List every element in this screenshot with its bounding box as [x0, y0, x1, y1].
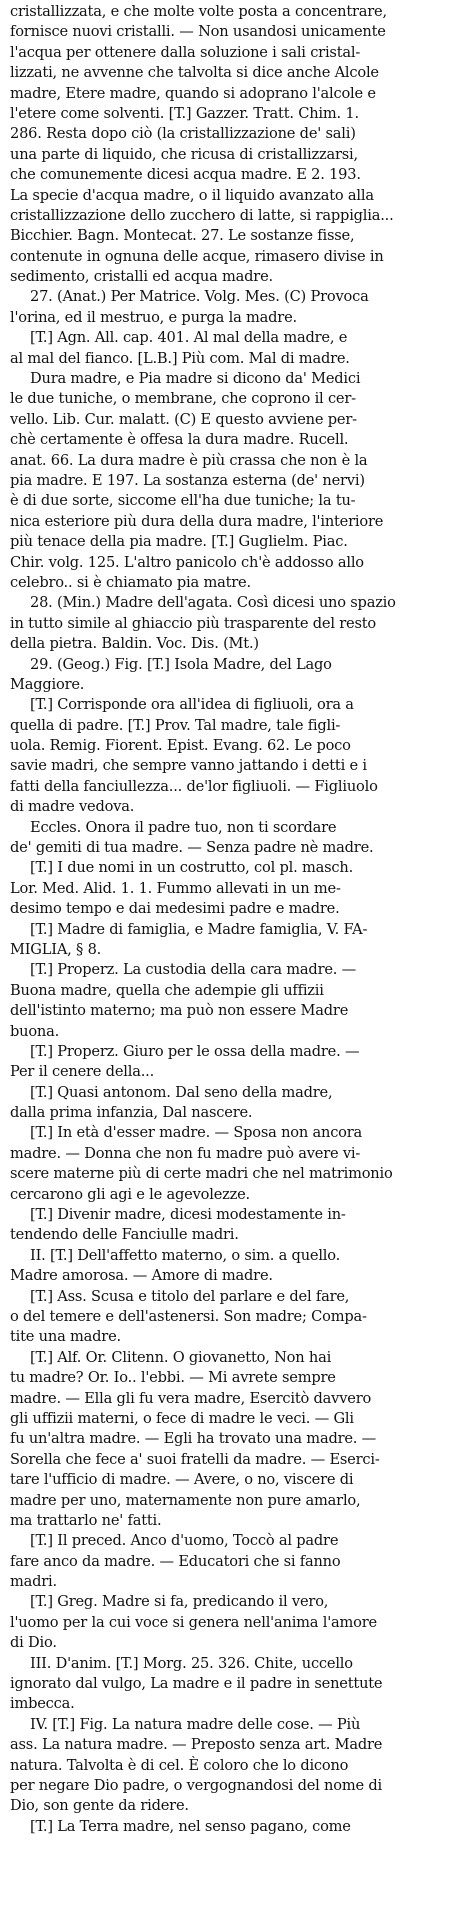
text-line: l'uomo per la cui voce si genera nell'anima l'amore: [10, 1613, 377, 1631]
text-line: ignorato dal vulgo, La madre e il padre in senettute: [10, 1675, 383, 1693]
text-line: di madre vedova.: [10, 798, 135, 816]
text-line: quella di padre. [T.] Prov. Tal madre, tale figli-: [10, 716, 341, 734]
text-line: fu un'altra madre. — Egli ha trovato una madre. —: [10, 1430, 377, 1448]
text-line: tu madre? Or. Io.. l'ebbi. — Mi avrete sempre: [10, 1369, 336, 1387]
text-line: MIGLIA, § 8.: [10, 940, 102, 958]
text-line: tite una madre.: [10, 1328, 121, 1346]
text-line: dalla prima infanzia, Dal nascere.: [10, 1104, 253, 1122]
text-line: scere materne più di certe madri che nel matrimonio: [10, 1165, 393, 1183]
text-line: per negare Dio padre, o vergognandosi del nome di: [10, 1776, 382, 1794]
text-line: Per il cenere della...: [10, 1063, 155, 1081]
text-line: nica esteriore più dura della dura madre, l'interiore: [10, 512, 384, 530]
text-line: è di due sorte, siccome ell'ha due tuniche; la tu-: [10, 492, 356, 510]
text-line: Maggiore.: [10, 675, 85, 693]
text-line: de' gemiti di tua madre. — Senza padre nè madre.: [10, 839, 374, 857]
text-line: [T.] Ass. Scusa e titolo del parlare e del fare,: [30, 1287, 350, 1305]
text-line: Sorella che fece a' suoi fratelli da madre. — Eserci-: [10, 1450, 380, 1468]
text-line: [T.] Properz. Giuro per le ossa della madre. —: [30, 1042, 360, 1060]
text-line: in tutto simile al ghiaccio più trasparente del resto: [10, 614, 376, 632]
text-line: [T.] Greg. Madre si fa, predicando il vero,: [30, 1593, 329, 1611]
text-line: Lor. Med. Alid. 1. 1. Fummo allevati in un me-: [10, 879, 341, 897]
text-line: [T.] Madre di famiglia, e Madre famiglia, V. FA-: [30, 920, 368, 938]
text-line: ma trattarlo ne' fatti.: [10, 1511, 162, 1529]
text-line: di Dio.: [10, 1634, 57, 1652]
text-line: madre per uno, maternamente non pure amarlo,: [10, 1491, 361, 1509]
text-line: ass. La natura madre. — Preposto senza art. Madre: [10, 1736, 383, 1754]
text-line: tendendo delle Fanciulle madri.: [10, 1226, 239, 1244]
text-line: lizzati, ne avvenne che talvolta si dice anche Alcole: [10, 64, 379, 82]
text-line: savie madri, che sempre vanno jattando i detti e i: [10, 757, 367, 775]
text-line: 29. (Geog.) Fig. [T.] Isola Madre, del Lago: [30, 655, 332, 673]
text-line: della pietra. Baldin. Voc. Dis. (Mt.): [10, 635, 259, 653]
text-line: fatti della fanciullezza... de'lor figliuoli. — Figliuolo: [10, 777, 378, 795]
text-line: una parte di liquido, che ricusa di cristallizzarsi,: [10, 145, 358, 163]
text-line: dell'istinto materno; ma può non essere Madre: [10, 1002, 349, 1020]
text-line: Eccles. Onora il padre tuo, non ti scordare: [30, 818, 337, 836]
text-line: madri.: [10, 1573, 57, 1591]
text-line: più tenace della pia madre. [T.] Guglielm. Piac.: [10, 533, 348, 551]
text-line: [T.] Properz. La custodia della cara madre. —: [30, 961, 357, 979]
text-line: gli uffizii materni, o fece di madre le veci. — Gli: [10, 1409, 354, 1427]
text-line: buona.: [10, 1022, 60, 1040]
text-line: [T.] Agn. All. cap. 401. Al mal della madre, e: [30, 329, 348, 347]
text-line: 286. Resta dopo ciò (la cristallizzazione de' sali): [10, 125, 356, 143]
text-line: madre. — Donna che non fu madre può avere vi-: [10, 1144, 361, 1162]
text-line: fornisce nuovi cristalli. — Non usandosi unicamente: [10, 23, 386, 41]
text-line: al mal del fianco. [L.B.] Più com. Mal di madre.: [10, 349, 350, 367]
text-line: l'orina, ed il mestruo, e purga la madre.: [10, 308, 297, 326]
text-line: fare anco da madre. — Educatori che si fanno: [10, 1552, 341, 1570]
text-line: l'etere come solventi. [T.] Gazzer. Tratt. Chim. 1.: [10, 104, 359, 122]
text-line: Dio, son gente da ridere.: [10, 1797, 189, 1815]
text-line: desimo tempo e dai medesimi padre e madre.: [10, 900, 340, 918]
text-line: cercarono gli agi e le agevolezze.: [10, 1185, 250, 1203]
text-line: Madre amorosa. — Amore di madre.: [10, 1267, 273, 1285]
text-line: [T.] Il preced. Anco d'uomo, Toccò al padre: [30, 1532, 339, 1550]
text-line: [T.] Divenir madre, dicesi modestamente in-: [30, 1206, 346, 1224]
text-line: pia madre. E 197. La sostanza esterna (de' nervi): [10, 471, 365, 489]
text-line: le due tuniche, o membrane, che coprono il cer-: [10, 390, 356, 408]
text-line: [T.] La Terra madre, nel senso pagano, come: [30, 1817, 351, 1835]
text-line: uola. Remig. Fiorent. Epist. Evang. 62. Le poco: [10, 737, 351, 755]
text-line: che comunemente dicesi acqua madre. E 2. 193.: [10, 166, 361, 184]
text-line: celebro.. si è chiamato pia matre.: [10, 573, 251, 591]
text-line: madre, Etere madre, quando si adoprano l'alcole e: [10, 84, 376, 102]
text-line: 28. (Min.) Madre dell'agata. Così dicesi uno spazio: [30, 594, 396, 612]
text-line: sedimento, cristalli ed acqua madre.: [10, 268, 273, 286]
text-line: Buona madre, quella che adempie gli uffizii: [10, 981, 324, 999]
text-line: II. [T.] Dell'affetto materno, o sim. a quello.: [30, 1246, 341, 1264]
text-line: La specie d'acqua madre, o il liquido avanzato alla: [10, 186, 374, 204]
text-line: Bicchier. Bagn. Montecat. 27. Le sostanze fisse,: [10, 227, 355, 245]
text-line: [T.] I due nomi in un costrutto, col pl. masch.: [30, 859, 354, 877]
text-line: natura. Talvolta è di cel. È coloro che lo dicono: [10, 1756, 349, 1774]
text-line: Dura madre, e Pia madre si dicono da' Medici: [30, 370, 361, 388]
text-line: Chir. volg. 125. L'altro panicolo ch'è addosso allo: [10, 553, 364, 571]
text-line: o del temere e dell'astenersi. Son madre; Compa-: [10, 1308, 367, 1325]
text-line: 27. (Anat.) Per Matrice. Volg. Mes. (C) Provoca: [30, 288, 369, 306]
text-line: vello. Lib. Cur. malatt. (C) E questo avviene per-: [10, 410, 357, 428]
text-line: tare l'ufficio di madre. — Avere, o no, viscere di: [10, 1471, 354, 1489]
text-line: IV. [T.] Fig. La natura madre delle cose. — Più: [30, 1715, 361, 1733]
text-line: chè certamente è offesa la dura madre. Rucell.: [10, 431, 349, 449]
text-line: III. D'anim. [T.] Morg. 25. 326. Chite, uccello: [30, 1654, 353, 1672]
text-line: cristallizzazione dello zucchero di latte, si rappiglia...: [10, 206, 394, 224]
text-line: [T.] In età d'esser madre. — Sposa non ancora: [30, 1124, 363, 1142]
text-line: anat. 66. La dura madre è più crassa che non è la: [10, 451, 368, 469]
text-line: l'acqua per ottenere dalla soluzione i sali cristal-: [10, 43, 361, 61]
text-line: cristallizzata, e che molte volte posta a concentrare,: [10, 3, 387, 20]
text-line: [T.] Corrisponde ora all'idea di figliuoli, ora a: [30, 696, 354, 714]
text-line: imbecca.: [10, 1695, 75, 1713]
text-line: [T.] Quasi antonom. Dal seno della madre,: [30, 1083, 333, 1101]
text-line: [T.] Alf. Or. Clitenn. O giovanetto, Non hai: [30, 1348, 332, 1366]
text-line: contenute in ognuna delle acque, rimasero divise in: [10, 247, 384, 265]
text-line: madre. — Ella gli fu vera madre, Esercitò davvero: [10, 1389, 372, 1407]
